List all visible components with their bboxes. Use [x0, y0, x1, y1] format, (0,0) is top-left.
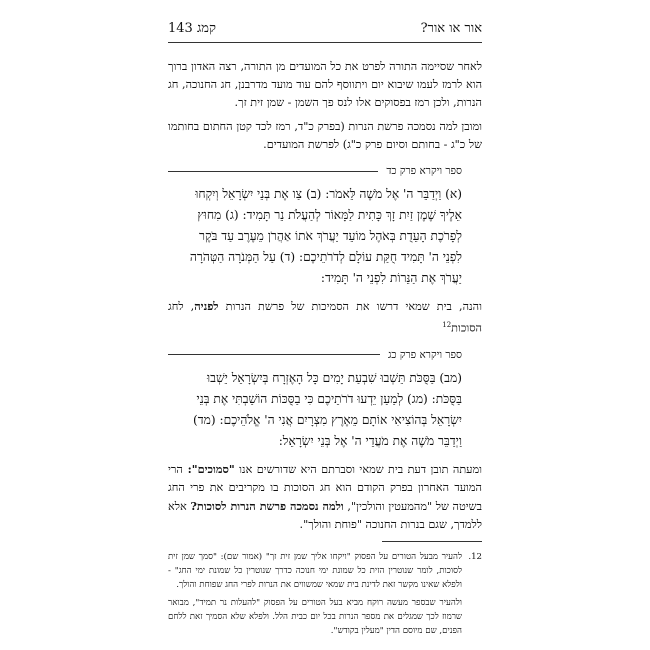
paragraph-beit-shammai	[168, 297, 482, 338]
p3-text-pre: והנה, בית שמאי דרשו את הסמיכות של פרשת הנרות	[218, 300, 482, 313]
footnote-text: ולהעיר שבספר מעשה רוקח מביא בעל הטורים על הפסוק "להעלות נר תמיד", מבואר שרמוז לכך שמגלים את מספר הנרות בכל יום כבית הלל. ולפלא שלא הסמיך זאת ללחם הפנים, שם מיוסם הדין "מעלין בקודש".	[168, 598, 462, 636]
footnote-rule	[382, 541, 482, 542]
footnote-ref-12[interactable]: 12	[442, 321, 452, 329]
p4-text-pre: ומעתה תובן דעת בית שמאי וסברתם היא שדורשים אנו	[234, 462, 482, 476]
quote1-line: יַעֲרֹךְ אֶת הַנֵּרוֹת לִפְנֵי ה' תָּמִיד:	[320, 271, 462, 285]
quote1-line: לִפְנֵי ה' תָּמִיד חֻקַּת עוֹלָם לְדֹרֹתֵיכֶם: (ד) עַל הַמְּנֹרָה הַטְּהֹרָה	[189, 250, 462, 264]
quote1-line: לְפָרֹכֶת הָעֵדֻת בְּאֹהֶל מוֹעֵד יַעֲרֹךְ אֹתוֹ אַהֲרֹן מֵעֶרֶב עַד בֹּקֶר	[198, 229, 462, 243]
p4-text-mid: הרי המועד האחרון בפרק הקודם הוא חג הסוכות בו מקריבים את פרי החג בשיטה של "מהמעטין והולכין",	[168, 462, 482, 513]
page-body	[168, 58, 482, 540]
p4-text-bold1: "סמוכים":	[182, 461, 235, 476]
page-header	[168, 20, 482, 36]
quote1-line: אֵלֶיךָ שֶׁמֶן זַיִת זָךְ כָּתִית לַמָּאוֹר לְהַעֲלֹת נֵר תָּמִיד: (ג) מִחוּץ	[197, 208, 462, 222]
footnote	[168, 596, 482, 638]
p4-text-bold2: ולמה נסמכה פרשת הנרות לסוכות?	[190, 498, 344, 513]
p3-text-post: , לחג הסוכות	[168, 300, 482, 335]
quote1-source-rule	[168, 171, 378, 172]
footnote-number	[468, 596, 482, 638]
quote2-block	[168, 368, 462, 452]
header-rule	[168, 42, 482, 43]
quote1-line: (א) וַיְדַבֵּר ה' אֶל מֹשֶׁה לֵּאמֹר: (ב) צַו אֶת בְּנֵי יִשְׂרָאֵל וְיִקְחוּ	[195, 187, 462, 201]
quote2-source-rule	[168, 354, 380, 355]
quote1-block	[168, 184, 462, 289]
quote1-source-heading	[168, 162, 462, 180]
quote2-source-heading	[168, 346, 462, 364]
running-title: אור או אור?	[420, 21, 482, 36]
page-number-letters: קמג	[196, 21, 216, 36]
footnote-text: להעיר מבעל הטורים על הפסוק "ויקחו אליך שמן זית זך" (אמור שם): "סמך שמן זית לסוכות, לומר שנוטרין הזית כל שמונת ימי חנוכה כדרך שנוטרין כל שמונת ימי החג" - ולפלא שאינו מקשר זאת לדינת בית שמאי שמשווים את הנרות לפרי החג שפוחת והולך.	[168, 552, 462, 590]
footnotes	[168, 550, 482, 642]
quote2-line: יִשְׂרָאֵל בְּהוֹצִיאִי אוֹתָם מֵאֶרֶץ מִצְרָיִם אֲנִי ה' אֱלֹהֵיכֶם: (מד)	[193, 412, 462, 427]
footnote-number: 12.	[468, 552, 482, 562]
paragraph-menorah: ומובן למה נסמכה פרשת הנרות (בפרק כ"ד, רמז לכד קטן החתום בחותמו של כ"ג - בחותם וסיום פרק כ"ג) לפרשת המועדים.	[168, 120, 482, 151]
quote1-source: ספר ויקרא פרק כד	[386, 165, 462, 177]
paragraph-conclusion	[168, 460, 482, 534]
p3-text-bold: לפניה	[194, 299, 219, 313]
footnote	[168, 550, 482, 592]
quote2-line: (מב) בַּסֻּכֹּת תֵּשְׁבוּ שִׁבְעַת יָמִים כָּל הָאֶזְרָח בְּיִשְׂרָאֵל יֵשְׁבוּ	[207, 370, 462, 385]
quote2-line: וַיְדַבֵּר מֹשֶׁה אֶת מֹעֲדֵי ה' אֶל בְּנֵי יִשְׂרָאֵל:	[278, 433, 462, 448]
page-number	[168, 20, 216, 36]
quote2-source: ספר ויקרא פרק כג	[387, 348, 462, 361]
quote2-line: בַּסֻּכֹּת: (מג) לְמַעַן יֵדְעוּ דֹרֹתֵיכֶם כִּי בַסֻּכּוֹת הוֹשַׁבְתִּי אֶת בְּנֵי	[196, 391, 462, 406]
p4-text-post: אלא ללמדך, שגם בנרות החנוכה "פוחת והולך".	[168, 499, 482, 531]
paragraph-intro: לאחר שסיימה התורה לפרט את כל המועדים מן התורה, רצה האדון ברוך הוא לרמז לעמו שיבוא יום ויתווסף להם עוד מועד מדרבנן, חג החנוכה, חג הנרות, ולכן רמז בפסוקים אלו לנס פך השמן - שמן זית זך.	[168, 60, 482, 109]
page-number-digits: 143	[168, 21, 193, 36]
